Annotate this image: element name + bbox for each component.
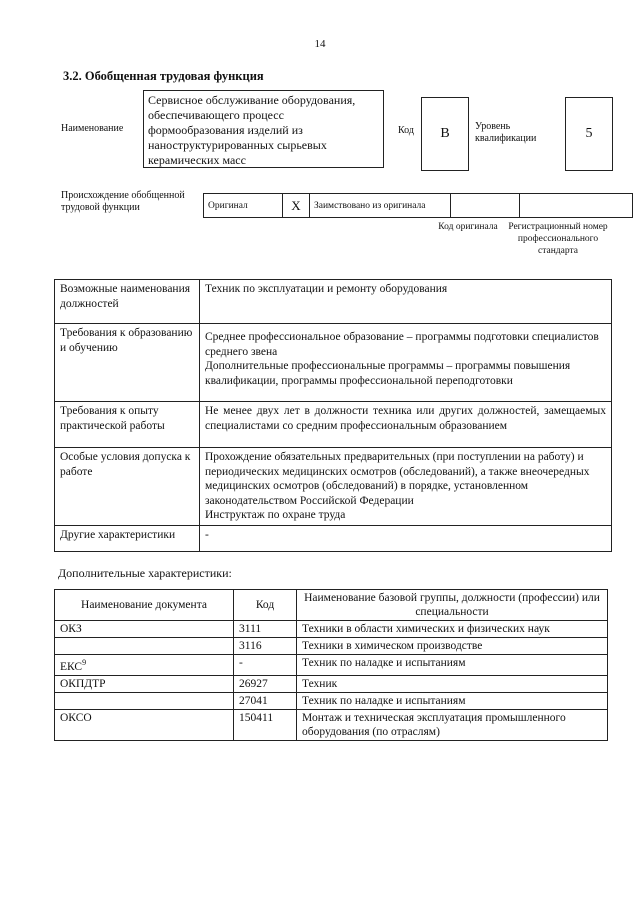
req-value-other: - — [200, 525, 612, 551]
reg-number-cell — [520, 194, 633, 218]
req-value-admission — [200, 448, 612, 526]
borrowed-label: Заимствовано из оригинала — [310, 194, 451, 218]
admission-line-2: Инструктаж по охране труда — [205, 509, 346, 521]
req-value-experience: Не менее двух лет в должности техника или других должностей, замещаемых специалистами со средним профессиональным образованием — [200, 402, 612, 448]
footnote-mark: 9 — [82, 658, 87, 667]
table-row — [55, 692, 608, 709]
row-name: Техники в химическом производстве — [297, 638, 608, 655]
row-code: 26927 — [234, 675, 297, 692]
level-value-box: 5 — [565, 97, 613, 171]
table-row — [55, 675, 608, 692]
req-label-experience: Требования к опыту практической работы — [55, 402, 200, 448]
header-doc: Наименование документа — [55, 590, 234, 621]
function-name-box: Сервисное обслуживание оборудования, обеспечивающего процесс формообразования изделий из наноструктурированных сырьевых керамических масс — [143, 90, 384, 168]
row-doc: ОКСО — [55, 709, 234, 740]
admission-line-1: Прохождение обязательных предварительных (при поступлении на работу) и периодических медицинских осмотров (обследований), а также внеочередных медицинских осмотров (обследований) в порядке, установленном законодательством Российской Федерации — [205, 451, 590, 507]
origin-label: Происхождение обобщенной трудовой функции — [61, 190, 185, 213]
row-name: Монтаж и техническая эксплуатация промышленного оборудования (по отраслям) — [297, 709, 608, 740]
req-label-education: Требования к образованию и обучению — [55, 324, 200, 402]
row-doc: ОКПДТР — [55, 675, 234, 692]
row-doc-text: ЕКС — [60, 660, 83, 673]
row-doc — [55, 655, 234, 676]
req-value-education — [200, 324, 612, 402]
name-label: Наименование — [61, 123, 124, 134]
table-row — [55, 638, 608, 655]
row-name: Техник по наладке и испытаниям — [297, 655, 608, 676]
row-code: - — [234, 655, 297, 676]
table-row — [55, 709, 608, 740]
origin-table — [203, 193, 633, 218]
row-doc — [55, 638, 234, 655]
req-value-positions: Техник по эксплуатации и ремонту оборудования — [200, 280, 612, 324]
row-doc: ОКЗ — [55, 621, 234, 638]
row-code: 27041 — [234, 692, 297, 709]
table-row — [55, 655, 608, 676]
original-mark: X — [283, 194, 310, 218]
education-line-1: Среднее профессиональное образование – программы подготовки специалистов среднего звена — [205, 331, 599, 358]
code-value-box: В — [421, 97, 469, 171]
level-label: Уровень квалификации — [475, 121, 537, 144]
original-label: Оригинал — [204, 194, 283, 218]
additional-title: Дополнительные характеристики: — [58, 566, 232, 580]
row-code: 3116 — [234, 638, 297, 655]
code-label: Код — [398, 125, 414, 136]
req-label-positions: Возможные наименования должностей — [55, 280, 200, 324]
education-line-2: Дополнительные профессиональные программы – программы повышения квалификации, программы профессиональной переподготовки — [205, 360, 571, 387]
row-name: Техник — [297, 675, 608, 692]
row-name: Техник по наладке и испытаниям — [297, 692, 608, 709]
req-label-admission: Особые условия допуска к работе — [55, 448, 200, 526]
page-number: 14 — [314, 38, 326, 50]
section-title: 3.2. Обобщенная трудовая функция — [63, 69, 264, 83]
req-label-other: Другие характеристики — [55, 525, 200, 551]
code-original-label: Код оригинала — [438, 222, 498, 232]
extra-characteristics-table — [54, 589, 608, 741]
header-code: Код — [234, 590, 297, 621]
code-original-cell — [451, 194, 520, 218]
row-doc — [55, 692, 234, 709]
header-name: Наименование базовой группы, должности (профессии) или специальности — [297, 590, 608, 621]
reg-number-label: Регистрационный номер профессионального стандарта — [508, 222, 608, 256]
row-code: 3111 — [234, 621, 297, 638]
row-name: Техники в области химических и физических наук — [297, 621, 608, 638]
row-code: 150411 — [234, 709, 297, 740]
table-row — [55, 621, 608, 638]
requirements-table — [54, 279, 612, 552]
